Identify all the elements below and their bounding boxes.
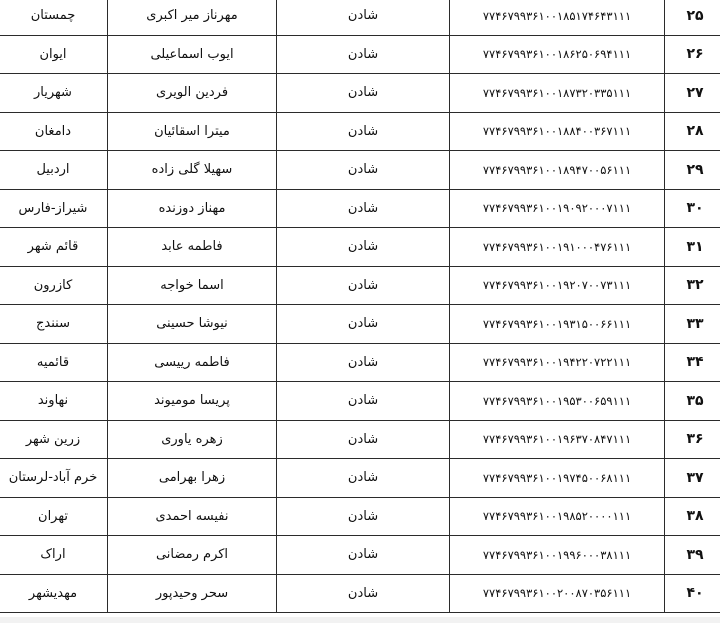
city-cell: مهدیشهر — [0, 574, 108, 613]
code-cell: ۷۷۴۶۷۹۹۳۶۱۰۰۱۹۱۰۰۰۴۷۶۱۱۱ — [450, 228, 665, 267]
status-cell: شادن — [277, 574, 450, 613]
status-cell: شادن — [277, 35, 450, 74]
city-cell: نهاوند — [0, 382, 108, 421]
city-cell: اردبیل — [0, 151, 108, 190]
code-cell: ۷۷۴۶۷۹۹۳۶۱۰۰۱۹۵۳۰۰۶۵۹۱۱۱ — [450, 382, 665, 421]
code-cell: ۷۷۴۶۷۹۹۳۶۱۰۰۱۹۳۱۵۰۰۶۶۱۱۱ — [450, 305, 665, 344]
table-row — [0, 382, 720, 421]
city-cell: شهریار — [0, 74, 108, 113]
table-row — [0, 35, 720, 74]
city-cell: قائم شهر — [0, 228, 108, 267]
table-row — [0, 189, 720, 228]
row-number-cell: ۴۰ — [665, 574, 720, 613]
row-number-cell: ۲۹ — [665, 151, 720, 190]
table-row — [0, 266, 720, 305]
code-cell: ۷۷۴۶۷۹۹۳۶۱۰۰۱۹۲۰۷۰۰۷۳۱۱۱ — [450, 266, 665, 305]
name-cell: اکرم رمضانی — [108, 536, 277, 575]
status-cell: شادن — [277, 459, 450, 498]
row-number-cell: ۳۵ — [665, 382, 720, 421]
table-row — [0, 151, 720, 190]
status-cell: شادن — [277, 536, 450, 575]
city-cell: شیراز-فارس — [0, 189, 108, 228]
row-number-cell: ۳۴ — [665, 343, 720, 382]
code-cell: ۷۷۴۶۷۹۹۳۶۱۰۰۱۸۹۴۷۰۰۵۶۱۱۱ — [450, 151, 665, 190]
row-number-cell: ۳۶ — [665, 420, 720, 459]
city-cell: تهران — [0, 497, 108, 536]
table-row — [0, 228, 720, 267]
status-cell: شادن — [277, 497, 450, 536]
status-cell: شادن — [277, 112, 450, 151]
code-cell: ۷۷۴۶۷۹۹۳۶۱۰۰۲۰۰۸۷۰۳۵۶۱۱۱ — [450, 574, 665, 613]
row-number-cell: ۳۹ — [665, 536, 720, 575]
city-cell: خرم آباد-لرستان — [0, 459, 108, 498]
code-cell: ۷۷۴۶۷۹۹۳۶۱۰۰۱۹۰۹۲۰۰۰۷۱۱۱ — [450, 189, 665, 228]
table-row — [0, 305, 720, 344]
name-cell: اسما خواجه — [108, 266, 277, 305]
city-cell: اراک — [0, 536, 108, 575]
row-number-cell: ۳۰ — [665, 189, 720, 228]
name-cell: زهره یاوری — [108, 420, 277, 459]
name-cell: سهیلا گلی زاده — [108, 151, 277, 190]
row-number-cell: ۳۷ — [665, 459, 720, 498]
status-cell: شادن — [277, 420, 450, 459]
code-cell: ۷۷۴۶۷۹۹۳۶۱۰۰۱۹۷۴۵۰۰۶۸۱۱۱ — [450, 459, 665, 498]
name-cell: نفیسه احمدی — [108, 497, 277, 536]
status-cell: شادن — [277, 0, 450, 35]
row-number-cell: ۲۸ — [665, 112, 720, 151]
code-cell: ۷۷۴۶۷۹۹۳۶۱۰۰۱۸۶۲۵۰۶۹۴۱۱۱ — [450, 35, 665, 74]
status-cell: شادن — [277, 266, 450, 305]
status-cell: شادن — [277, 343, 450, 382]
city-cell: دامغان — [0, 112, 108, 151]
city-cell: کازرون — [0, 266, 108, 305]
table-row — [0, 497, 720, 536]
name-cell: نیوشا حسینی — [108, 305, 277, 344]
name-cell: فاطمه رییسی — [108, 343, 277, 382]
code-cell: ۷۷۴۶۷۹۹۳۶۱۰۰۱۸۸۴۰۰۳۶۷۱۱۱ — [450, 112, 665, 151]
name-cell: فردین الویری — [108, 74, 277, 113]
status-cell: شادن — [277, 189, 450, 228]
name-cell: زهرا بهرامی — [108, 459, 277, 498]
row-number-cell: ۲۵ — [665, 0, 720, 35]
name-cell: فاطمه عابد — [108, 228, 277, 267]
page-bottom-edge — [0, 617, 720, 623]
name-cell: ایوب اسماعیلی — [108, 35, 277, 74]
row-number-cell: ۳۲ — [665, 266, 720, 305]
status-cell: شادن — [277, 228, 450, 267]
status-cell: شادن — [277, 74, 450, 113]
code-cell: ۷۷۴۶۷۹۹۳۶۱۰۰۱۹۶۳۷۰۸۴۷۱۱۱ — [450, 420, 665, 459]
name-cell: پریسا مومیوند — [108, 382, 277, 421]
code-cell: ۷۷۴۶۷۹۹۳۶۱۰۰۱۸۵۱۷۴۶۴۳۱۱۱ — [450, 0, 665, 35]
row-number-cell: ۲۶ — [665, 35, 720, 74]
city-cell: ایوان — [0, 35, 108, 74]
name-cell: مهرناز میر اکبری — [108, 0, 277, 35]
table-row — [0, 536, 720, 575]
city-cell: قائمیه — [0, 343, 108, 382]
row-number-cell: ۳۳ — [665, 305, 720, 344]
table-row — [0, 112, 720, 151]
status-cell: شادن — [277, 382, 450, 421]
table-row — [0, 459, 720, 498]
name-cell: سحر وحیدپور — [108, 574, 277, 613]
row-number-cell: ۳۱ — [665, 228, 720, 267]
city-cell: سنندج — [0, 305, 108, 344]
table-row — [0, 420, 720, 459]
city-cell: زرین شهر — [0, 420, 108, 459]
table-row — [0, 574, 720, 613]
code-cell: ۷۷۴۶۷۹۹۳۶۱۰۰۱۹۹۶۰۰۰۳۸۱۱۱ — [450, 536, 665, 575]
name-cell: مهناز دوزنده — [108, 189, 277, 228]
code-cell: ۷۷۴۶۷۹۹۳۶۱۰۰۱۹۸۵۲۰۰۰۰۱۱۱ — [450, 497, 665, 536]
status-cell: شادن — [277, 151, 450, 190]
code-cell: ۷۷۴۶۷۹۹۳۶۱۰۰۱۸۷۳۲۰۳۳۵۱۱۱ — [450, 74, 665, 113]
table-row — [0, 74, 720, 113]
table-row — [0, 343, 720, 382]
status-cell: شادن — [277, 305, 450, 344]
table-row — [0, 0, 720, 35]
code-cell: ۷۷۴۶۷۹۹۳۶۱۰۰۱۹۴۲۲۰۷۲۲۱۱۱ — [450, 343, 665, 382]
row-number-cell: ۳۸ — [665, 497, 720, 536]
name-cell: میترا اسقائیان — [108, 112, 277, 151]
row-number-cell: ۲۷ — [665, 74, 720, 113]
city-cell: چمستان — [0, 0, 108, 35]
